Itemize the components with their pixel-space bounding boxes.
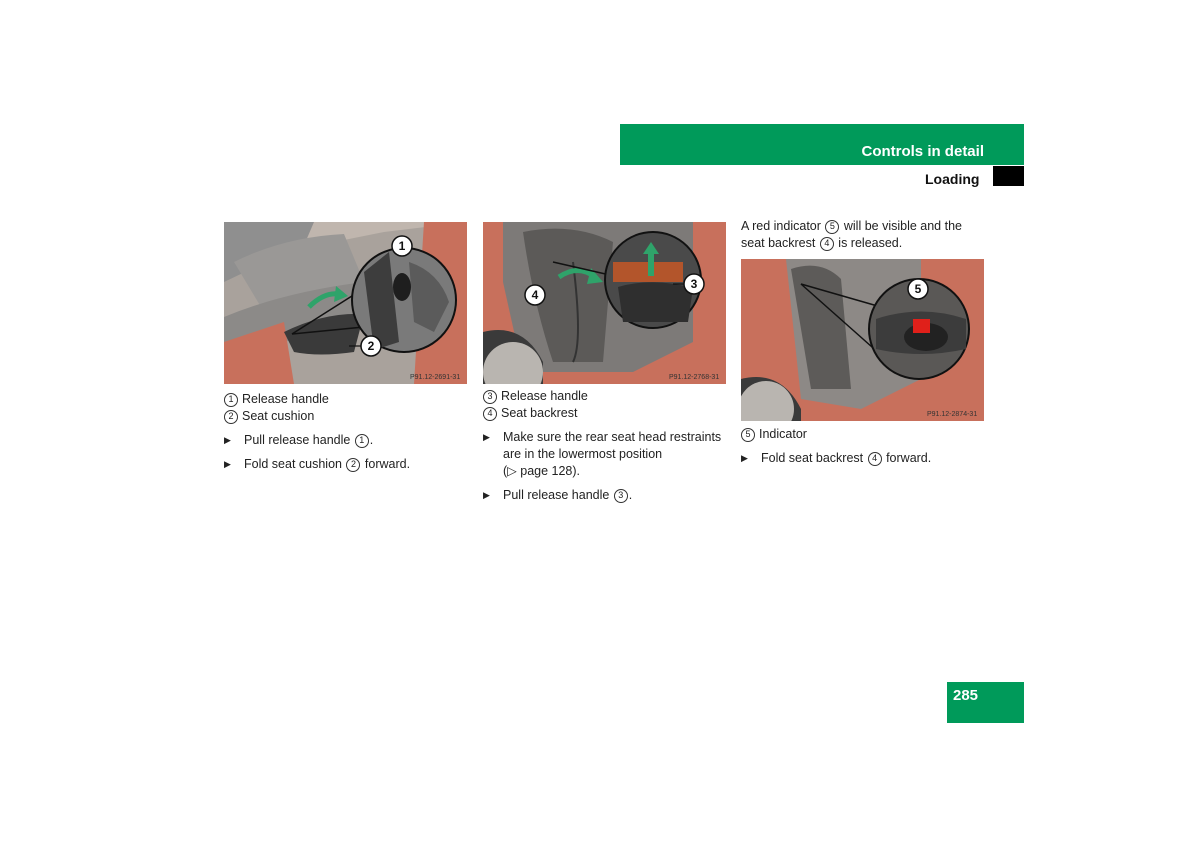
page-number-box (947, 682, 1024, 723)
legend-item (741, 426, 991, 443)
bullet-triangle-icon: ▶ (224, 435, 231, 445)
step-number: 3 (614, 489, 628, 503)
column-3-intro (741, 218, 991, 252)
backrest-release-illustration (483, 222, 726, 384)
bullet-triangle-icon: ▶ (483, 432, 490, 442)
column-2-text (483, 388, 733, 504)
step-number: 4 (868, 452, 882, 466)
instruction-step: ▶ Pull release handle 3 . (483, 488, 633, 502)
legend-item (483, 388, 733, 405)
legend-label: Release handle (242, 392, 329, 406)
chapter-header (620, 124, 1024, 165)
legend-number: 2 (224, 410, 238, 424)
legend-number: 4 (483, 407, 497, 421)
instruction-step: ▶ Fold seat cushion 2 forward. (224, 457, 411, 471)
callout-4 (525, 285, 545, 305)
legend-label: Seat cushion (242, 409, 315, 423)
legend-number: 5 (741, 428, 755, 442)
intro-line: A red indicator 5 will be visible and the (741, 219, 962, 233)
legend-label: Release handle (501, 389, 588, 403)
legend-item (224, 408, 469, 425)
intro-line: seat backrest 4 is released. (741, 236, 903, 250)
svg-text:3: 3 (690, 277, 698, 291)
instruction-step: ▶ Make sure the rear seat head restraints are in the lowermost position (▷ page 128). (483, 430, 722, 478)
section-marker (993, 166, 1024, 186)
indicator-illustration (741, 259, 984, 421)
callout-1 (392, 236, 412, 256)
red-indicator (913, 319, 930, 333)
page-reference-link[interactable]: (▷ page 128). (503, 464, 581, 478)
page-number: 285 (953, 687, 979, 704)
bullet-triangle-icon: ▶ (224, 459, 231, 469)
legend-label: Indicator (759, 427, 807, 441)
legend-item (224, 391, 469, 408)
chapter-title: Controls in detail (861, 143, 984, 160)
legend-number: 3 (483, 390, 497, 404)
intro-number: 5 (825, 220, 839, 234)
image-code: P91.12-2691-31 (410, 374, 461, 381)
step-number: 2 (346, 458, 360, 472)
column-1-text (224, 391, 469, 473)
image-code: P91.12-2768-31 (669, 374, 720, 381)
bullet-triangle-icon: ▶ (741, 453, 748, 463)
legend-label: Seat backrest (501, 406, 578, 420)
bullet-triangle-icon: ▶ (483, 490, 490, 500)
intro-number: 4 (820, 237, 834, 251)
section-title: Loading (925, 171, 980, 187)
legend-item (483, 405, 733, 422)
seat-cushion-illustration (224, 222, 467, 384)
image-code: P91.12-2874-31 (927, 411, 978, 418)
svg-text:2: 2 (367, 339, 375, 353)
svg-text:4: 4 (531, 288, 539, 302)
column-3-text (741, 426, 991, 467)
callout-5 (908, 279, 928, 299)
instruction-step: ▶ Fold seat backrest 4 forward. (741, 451, 932, 465)
svg-text:5: 5 (914, 282, 922, 296)
step-number: 1 (355, 434, 369, 448)
legend-number: 1 (224, 393, 238, 407)
svg-text:1: 1 (398, 239, 406, 253)
instruction-step: ▶ Pull release handle 1 . (224, 433, 374, 447)
